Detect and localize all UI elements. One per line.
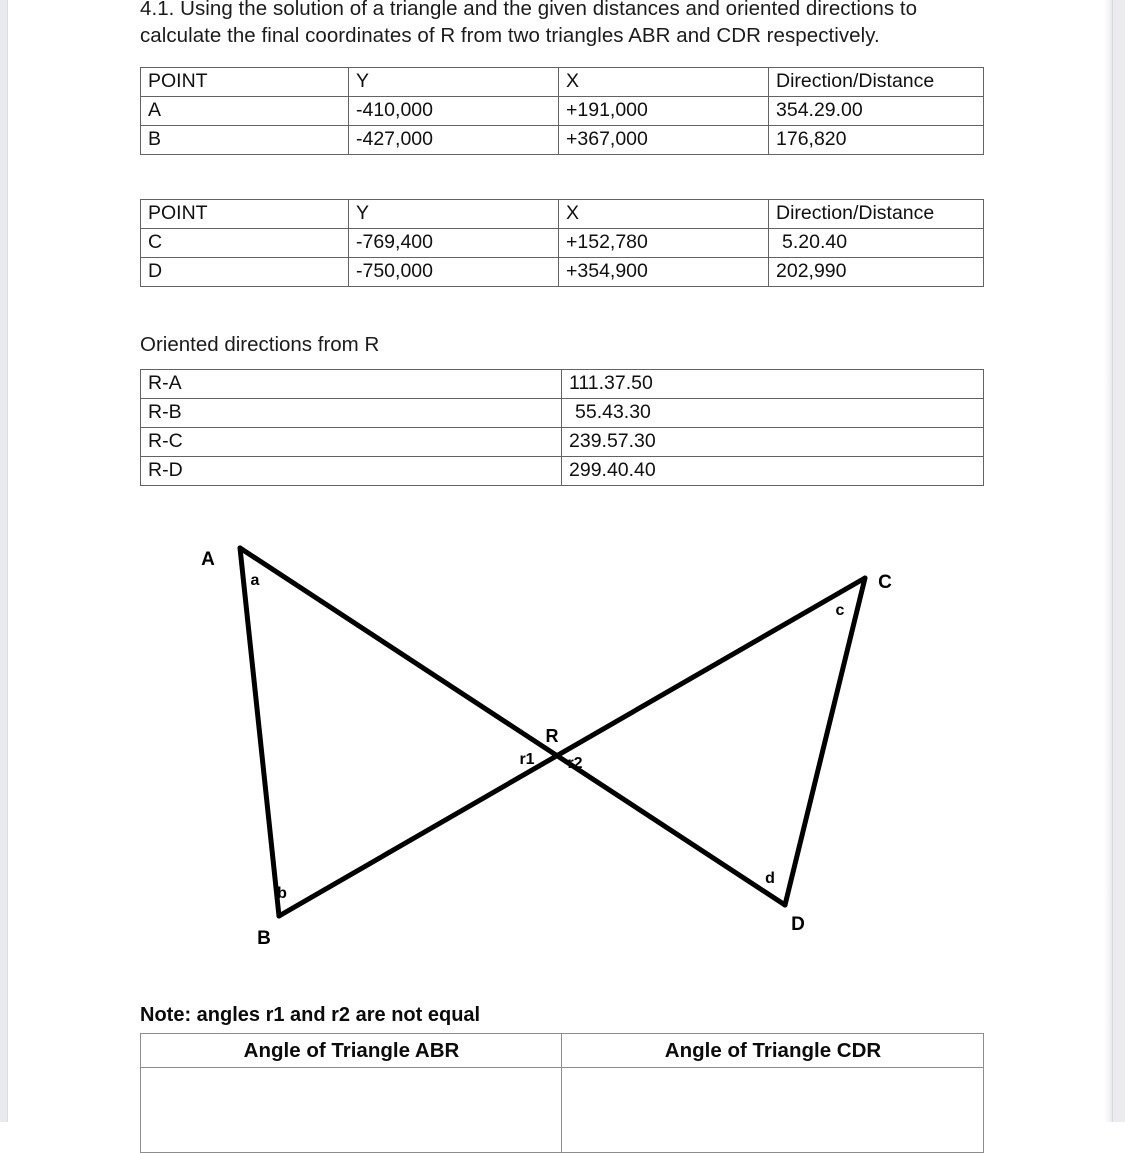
cell-x: +367,000 <box>559 126 769 155</box>
column-header-direction-distance: Direction/Distance <box>769 200 984 229</box>
angle-label-b: b <box>277 885 287 902</box>
column-header-direction-distance: Direction/Distance <box>769 68 984 97</box>
table-header-row <box>141 200 984 229</box>
column-header-y: Y <box>349 68 559 97</box>
angle-label-d: d <box>765 870 775 887</box>
table-row <box>141 126 984 155</box>
triangles-diagram-svg <box>140 520 985 990</box>
table-header-row <box>141 1034 984 1068</box>
cell-direction-distance: 5.20.40 <box>769 229 984 258</box>
table-header-row <box>141 68 984 97</box>
cell-x: +152,780 <box>559 229 769 258</box>
cell-y: -769,400 <box>349 229 559 258</box>
vertex-label-c: C <box>878 572 892 593</box>
right-scrollbar-gutter[interactable] <box>1112 0 1125 1122</box>
document-content <box>140 0 985 1153</box>
question-heading-line-1: 4.1. Using the solution of a triangle and the given distances and oriented directions to <box>140 0 918 20</box>
triangles-diagram <box>140 520 985 990</box>
note-text: Note: angles r1 and r2 are not equal <box>140 1004 481 1026</box>
answer-cell-angle-cdr[interactable] <box>562 1068 984 1153</box>
segment-c-d <box>785 578 865 905</box>
cell-pair-label: R-D <box>141 457 562 486</box>
vertex-label-b: B <box>257 928 271 949</box>
angle-label-a: a <box>250 572 260 589</box>
column-header-point: POINT <box>141 68 349 97</box>
cell-pair-label: R-B <box>141 399 562 428</box>
column-header-angle-abr: Angle of Triangle ABR <box>141 1034 562 1068</box>
cell-direction-value: 239.57.30 <box>562 428 984 457</box>
column-header-y: Y <box>349 200 559 229</box>
table-row <box>141 370 984 399</box>
column-header-angle-cdr: Angle of Triangle CDR <box>562 1034 984 1068</box>
answer-cell-angle-abr[interactable] <box>141 1068 562 1153</box>
cell-point: B <box>141 126 349 155</box>
cell-direction-distance: 354.29.00 <box>769 97 984 126</box>
table-row <box>141 1068 984 1153</box>
cell-direction-distance: 202,990 <box>769 258 984 287</box>
table-points-cd <box>140 199 984 287</box>
oriented-directions-label: Oriented directions from R <box>140 333 380 356</box>
table-row <box>141 457 984 486</box>
column-header-point: POINT <box>141 200 349 229</box>
angle-label-r1: r1 <box>519 751 535 768</box>
question-heading <box>140 0 985 49</box>
cell-direction-value: 299.40.40 <box>562 457 984 486</box>
vertex-label-r: R <box>545 726 559 746</box>
angle-label-c: c <box>835 602 845 619</box>
table-row <box>141 399 984 428</box>
question-heading-line-2: calculate the final coordinates of R from two triangles ABR and CDR respectively. <box>140 24 880 47</box>
cell-y: -427,000 <box>349 126 559 155</box>
vertex-label-a: A <box>201 549 215 570</box>
cell-y: -410,000 <box>349 97 559 126</box>
table-row <box>141 258 984 287</box>
column-header-x: X <box>559 68 769 97</box>
cell-point: D <box>141 258 349 287</box>
cell-direction-value: 111.37.50 <box>562 370 984 399</box>
segment-a-b <box>240 548 279 916</box>
column-header-x: X <box>559 200 769 229</box>
table-row <box>141 229 984 258</box>
cell-point: C <box>141 229 349 258</box>
table-oriented-directions <box>140 369 984 486</box>
left-page-gutter <box>0 0 8 1122</box>
table-angle-answers <box>140 1033 984 1153</box>
cell-pair-label: R-A <box>141 370 562 399</box>
cell-pair-label: R-C <box>141 428 562 457</box>
cell-direction-value: 55.43.30 <box>562 399 984 428</box>
vertex-label-d: D <box>791 914 805 935</box>
cell-x: +354,900 <box>559 258 769 287</box>
angle-label-r2: r2 <box>567 755 583 772</box>
cell-y: -750,000 <box>349 258 559 287</box>
table-points-ab <box>140 67 984 155</box>
table-row <box>141 428 984 457</box>
table-row <box>141 97 984 126</box>
cell-direction-distance: 176,820 <box>769 126 984 155</box>
cell-x: +191,000 <box>559 97 769 126</box>
cell-point: A <box>141 97 349 126</box>
segment-a-d <box>240 548 785 905</box>
